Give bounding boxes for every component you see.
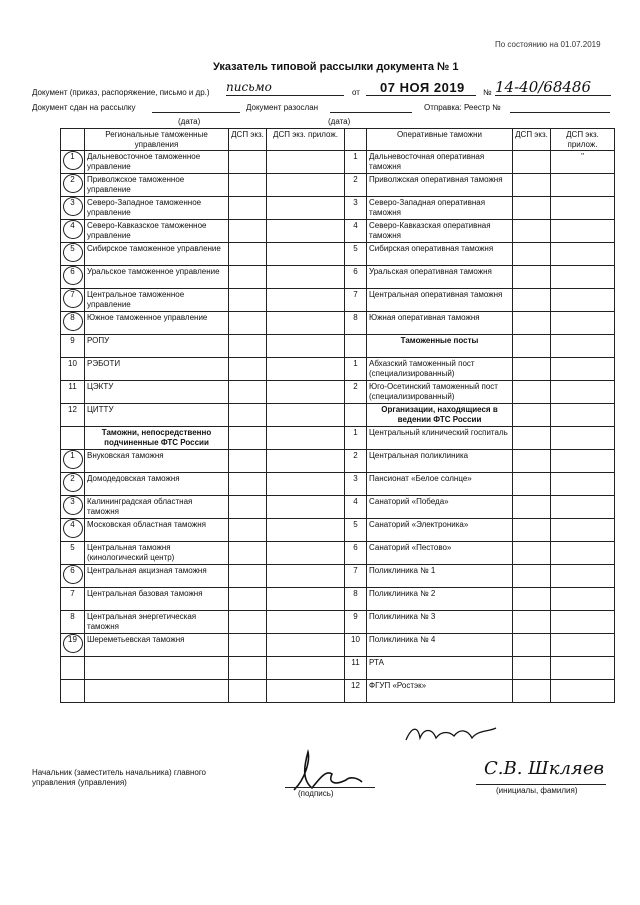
right-dsp-copies-cell (513, 358, 551, 381)
left-number-text: 3 (70, 198, 75, 208)
left-recipient-name: Московская областная таможня (85, 519, 229, 542)
right-dsp-attach-cell (551, 588, 615, 611)
header-dsp-attach: ДСП экз. прилож. (267, 129, 345, 151)
right-recipient-name: Организации, находящиеся в ведении ФТС России (367, 404, 513, 427)
table-row (61, 611, 615, 634)
hand-circle-mark (63, 450, 83, 469)
left-recipient-name: Северо-Кавказское таможенное управление (85, 220, 229, 243)
table-row (61, 243, 615, 266)
right-row-number: 2 (345, 174, 367, 197)
hand-circle-mark (63, 496, 83, 515)
left-dsp-copies-cell (229, 335, 267, 358)
right-dsp-copies-cell (513, 174, 551, 197)
left-row-number (61, 312, 85, 335)
right-recipient-name: Поликлиника № 4 (367, 634, 513, 657)
left-number-text: 2 (70, 474, 75, 484)
left-recipient-name (85, 680, 229, 703)
header-right-dsp-attach: ДСП экз. прилож. (551, 129, 615, 151)
left-recipient-name: Внуковская таможня (85, 450, 229, 473)
left-number-text: 5 (70, 543, 75, 553)
left-row-number (61, 519, 85, 542)
right-dsp-copies-cell (513, 381, 551, 404)
left-dsp-attach-cell (267, 358, 345, 381)
left-dsp-copies-cell (229, 657, 267, 680)
date-hint-1: (дата) (178, 117, 201, 126)
table-row (61, 151, 615, 174)
doc-date: 07 НОЯ 2019 (366, 80, 476, 96)
left-recipient-name: Северо-Западное таможенное управление (85, 197, 229, 220)
corner-note: По состоянию на 01.07.2019 (495, 40, 601, 49)
right-dsp-attach-cell (551, 427, 615, 450)
header-right-name: Оперативные таможни (367, 129, 513, 151)
left-recipient-name: Приволжское таможенное управление (85, 174, 229, 197)
doc-type-label: Документ (приказ, распоряжение, письмо и др.) (32, 88, 210, 97)
doc-number: 14-40/68486 (495, 78, 611, 96)
dispatched-date-field (330, 103, 412, 113)
signer-position: Начальник (заместитель начальника) главного управления (управления) (32, 768, 207, 788)
hand-circle-mark (63, 197, 83, 216)
left-dsp-attach-cell (267, 450, 345, 473)
left-dsp-attach-cell (267, 404, 345, 427)
right-row-number: 5 (345, 519, 367, 542)
left-row-number (61, 404, 85, 427)
number-label: № (483, 88, 492, 97)
right-dsp-attach-cell (551, 680, 615, 703)
handwritten-initials (402, 720, 502, 748)
right-dsp-attach-cell (551, 450, 615, 473)
left-dsp-attach-cell (267, 611, 345, 634)
right-row-number: 8 (345, 312, 367, 335)
right-dsp-attach-cell (551, 611, 615, 634)
left-number-text: 1 (70, 451, 75, 461)
name-hint: (инициалы, фамилия) (496, 786, 578, 795)
hand-circle-mark (63, 565, 83, 584)
left-number-text: 5 (70, 244, 75, 254)
left-row-number (61, 266, 85, 289)
left-row-number (61, 335, 85, 358)
table-row (61, 289, 615, 312)
left-dsp-copies-cell (229, 634, 267, 657)
hand-circle-mark (63, 151, 83, 170)
left-recipient-name: РОПУ (85, 335, 229, 358)
right-dsp-attach-cell (551, 634, 615, 657)
right-dsp-copies-cell (513, 634, 551, 657)
doc-type-value: письмо (226, 80, 344, 96)
left-row-number (61, 174, 85, 197)
left-recipient-name: ЦЭКТУ (85, 381, 229, 404)
right-row-number: 1 (345, 151, 367, 174)
left-dsp-attach-cell (267, 542, 345, 565)
left-recipient-name: Дальневосточное таможенное управление (85, 151, 229, 174)
right-dsp-copies-cell (513, 404, 551, 427)
table-row (61, 657, 615, 680)
left-number-text: 4 (70, 520, 75, 530)
right-dsp-attach-cell (551, 289, 615, 312)
right-dsp-attach-cell (551, 542, 615, 565)
table-row (61, 496, 615, 519)
right-row-number: 1 (345, 427, 367, 450)
table-row (61, 312, 615, 335)
right-row-number: 9 (345, 611, 367, 634)
right-row-number: 6 (345, 542, 367, 565)
table-row (61, 680, 615, 703)
right-recipient-name: ФГУП «Ростэк» (367, 680, 513, 703)
left-recipient-name: Центральная акцизная таможня (85, 565, 229, 588)
table-row (61, 220, 615, 243)
left-dsp-attach-cell (267, 220, 345, 243)
right-recipient-name: Центральная поликлиника (367, 450, 513, 473)
table-row (61, 565, 615, 588)
right-recipient-name: Поликлиника № 1 (367, 565, 513, 588)
right-dsp-copies-cell (513, 565, 551, 588)
left-recipient-name: Центральная энергетическая таможня (85, 611, 229, 634)
table-row (61, 542, 615, 565)
right-recipient-name: Таможенные посты (367, 335, 513, 358)
right-recipient-name: Санаторий «Пестово» (367, 542, 513, 565)
table-row (61, 266, 615, 289)
left-number-text: 6 (70, 267, 75, 277)
right-recipient-name: Центральный клинический госпиталь (367, 427, 513, 450)
right-dsp-copies-cell (513, 680, 551, 703)
left-row-number (61, 289, 85, 312)
right-row-number: 3 (345, 197, 367, 220)
left-dsp-attach-cell (267, 335, 345, 358)
right-recipient-name: Санаторий «Электроника» (367, 519, 513, 542)
left-dsp-copies-cell (229, 611, 267, 634)
right-dsp-attach-cell (551, 473, 615, 496)
right-row-number: 4 (345, 220, 367, 243)
signer-name: С.В. Шкляев (484, 758, 604, 779)
hand-circle-mark (63, 473, 83, 492)
hand-circle-mark (63, 634, 83, 653)
right-row-number: 8 (345, 588, 367, 611)
right-recipient-name: Абхазский таможенный пост (специализированный) (367, 358, 513, 381)
right-dsp-attach-cell (551, 358, 615, 381)
right-dsp-copies-cell (513, 220, 551, 243)
table-body (61, 151, 615, 703)
table-row (61, 634, 615, 657)
left-number-text: 19 (68, 635, 77, 645)
right-recipient-name: Поликлиника № 2 (367, 588, 513, 611)
right-row-number: 7 (345, 289, 367, 312)
left-row-number (61, 450, 85, 473)
left-dsp-copies-cell (229, 243, 267, 266)
table-row (61, 358, 615, 381)
right-dsp-copies-cell (513, 519, 551, 542)
right-recipient-name: Сибирская оперативная таможня (367, 243, 513, 266)
hand-circle-mark (63, 289, 83, 308)
right-dsp-attach-cell (551, 220, 615, 243)
from-label: от (352, 88, 360, 97)
left-dsp-copies-cell (229, 289, 267, 312)
right-dsp-copies-cell (513, 312, 551, 335)
left-dsp-attach-cell (267, 381, 345, 404)
left-recipient-name: Таможни, непосредственно подчиненные ФТС России (85, 427, 229, 450)
left-recipient-name: Домодедовская таможня (85, 473, 229, 496)
right-row-number: 1 (345, 358, 367, 381)
left-row-number (61, 565, 85, 588)
left-recipient-name: Центральное таможенное управление (85, 289, 229, 312)
hand-circle-mark (63, 266, 83, 285)
left-dsp-copies-cell (229, 220, 267, 243)
right-dsp-attach-cell (551, 243, 615, 266)
left-dsp-copies-cell (229, 358, 267, 381)
left-row-number (61, 197, 85, 220)
registry-number-field (510, 103, 610, 113)
left-number-text: 11 (68, 382, 77, 392)
right-row-number (345, 335, 367, 358)
left-dsp-copies-cell (229, 427, 267, 450)
left-row-number (61, 634, 85, 657)
header-left-name: Региональные таможенные управления (85, 129, 229, 151)
right-row-number: 6 (345, 266, 367, 289)
right-dsp-attach-cell (551, 404, 615, 427)
left-row-number (61, 381, 85, 404)
left-recipient-name: РЭБОТИ (85, 358, 229, 381)
dispatch-label: Отправка: Реестр № (424, 103, 501, 112)
left-dsp-copies-cell (229, 174, 267, 197)
right-dsp-attach-cell (551, 496, 615, 519)
right-row-number: 2 (345, 381, 367, 404)
table-row (61, 335, 615, 358)
left-recipient-name: Южное таможенное управление (85, 312, 229, 335)
right-dsp-copies-cell (513, 657, 551, 680)
header-right-num (345, 129, 367, 151)
left-dsp-copies-cell (229, 588, 267, 611)
right-dsp-copies-cell (513, 473, 551, 496)
table-row (61, 450, 615, 473)
name-line (476, 782, 606, 785)
left-dsp-copies-cell (229, 565, 267, 588)
left-row-number (61, 588, 85, 611)
left-number-text: 3 (70, 497, 75, 507)
left-number-text: 2 (70, 175, 75, 185)
left-number-text: 7 (70, 589, 75, 599)
left-dsp-copies-cell (229, 496, 267, 519)
signature-hint: (подпись) (298, 789, 334, 798)
left-number-text: 7 (70, 290, 75, 300)
left-number-text: 10 (68, 359, 77, 369)
right-recipient-name: Дальневосточная оперативная таможня (367, 151, 513, 174)
right-recipient-name: Пансионат «Белое солнце» (367, 473, 513, 496)
left-dsp-copies-cell (229, 151, 267, 174)
table-row (61, 381, 615, 404)
left-row-number (61, 680, 85, 703)
right-row-number: 10 (345, 634, 367, 657)
left-dsp-attach-cell (267, 634, 345, 657)
left-recipient-name: Калининградская областная таможня (85, 496, 229, 519)
right-dsp-copies-cell (513, 542, 551, 565)
right-row-number: 7 (345, 565, 367, 588)
left-dsp-attach-cell (267, 588, 345, 611)
left-dsp-copies-cell (229, 680, 267, 703)
right-recipient-name: Уральская оперативная таможня (367, 266, 513, 289)
left-dsp-attach-cell (267, 243, 345, 266)
left-dsp-attach-cell (267, 174, 345, 197)
right-dsp-attach-cell (551, 335, 615, 358)
left-dsp-copies-cell (229, 381, 267, 404)
left-recipient-name: Шереметьевская таможня (85, 634, 229, 657)
left-recipient-name: Сибирское таможенное управление (85, 243, 229, 266)
right-dsp-copies-cell (513, 243, 551, 266)
left-row-number (61, 358, 85, 381)
right-dsp-copies-cell (513, 197, 551, 220)
left-dsp-attach-cell (267, 519, 345, 542)
right-recipient-name: Юго-Осетинский таможенный пост (специализированный) (367, 381, 513, 404)
right-dsp-attach-cell (551, 312, 615, 335)
left-dsp-attach-cell (267, 680, 345, 703)
left-dsp-copies-cell (229, 197, 267, 220)
right-recipient-name: РТА (367, 657, 513, 680)
left-dsp-copies-cell (229, 450, 267, 473)
left-number-text: 1 (70, 152, 75, 162)
left-row-number (61, 220, 85, 243)
right-recipient-name: Северо-Западная оперативная таможня (367, 197, 513, 220)
left-row-number (61, 151, 85, 174)
left-recipient-name: Уральское таможенное управление (85, 266, 229, 289)
left-dsp-attach-cell (267, 197, 345, 220)
left-dsp-attach-cell (267, 496, 345, 519)
left-number-text: 8 (70, 313, 75, 323)
table-row (61, 519, 615, 542)
left-row-number (61, 427, 85, 450)
left-row-number (61, 243, 85, 266)
hand-circle-mark (63, 220, 83, 239)
table-row (61, 197, 615, 220)
right-dsp-copies-cell (513, 588, 551, 611)
document-title: Указатель типовой рассылки документа № 1 (213, 61, 459, 73)
right-dsp-copies-cell (513, 335, 551, 358)
right-recipient-name: Центральная оперативная таможня (367, 289, 513, 312)
left-dsp-attach-cell (267, 473, 345, 496)
left-dsp-attach-cell (267, 312, 345, 335)
hand-circle-mark (63, 519, 83, 538)
dispatched-label: Документ разослан (246, 103, 319, 112)
right-dsp-copies-cell (513, 427, 551, 450)
right-row-number: 5 (345, 243, 367, 266)
right-recipient-name: Северо-Кавказская оперативная таможня (367, 220, 513, 243)
left-row-number (61, 473, 85, 496)
right-dsp-attach-cell: " (551, 151, 615, 174)
right-row-number: 12 (345, 680, 367, 703)
right-recipient-name: Поликлиника № 3 (367, 611, 513, 634)
left-number-text: 6 (70, 566, 75, 576)
distribution-table (60, 128, 615, 703)
hand-circle-mark (63, 243, 83, 262)
right-row-number: 4 (345, 496, 367, 519)
left-dsp-attach-cell (267, 266, 345, 289)
left-number-text: 4 (70, 221, 75, 231)
left-recipient-name: Центральная базовая таможня (85, 588, 229, 611)
left-recipient-name: Центральная таможня (кинологический центр) (85, 542, 229, 565)
right-dsp-copies-cell (513, 266, 551, 289)
left-dsp-attach-cell (267, 427, 345, 450)
right-dsp-attach-cell (551, 197, 615, 220)
left-number-text: 12 (68, 405, 77, 415)
right-dsp-copies-cell (513, 496, 551, 519)
left-row-number (61, 542, 85, 565)
left-dsp-attach-cell (267, 289, 345, 312)
table-row (61, 404, 615, 427)
right-dsp-attach-cell (551, 381, 615, 404)
table-row (61, 473, 615, 496)
hand-circle-mark (63, 312, 83, 331)
left-number-text: 9 (70, 336, 75, 346)
left-row-number (61, 611, 85, 634)
right-dsp-copies-cell (513, 450, 551, 473)
hand-circle-mark (63, 174, 83, 193)
left-recipient-name (85, 657, 229, 680)
right-row-number (345, 404, 367, 427)
left-recipient-name: ЦИТТУ (85, 404, 229, 427)
right-dsp-copies-cell (513, 611, 551, 634)
header-right-dsp-copies: ДСП экз. (513, 129, 551, 151)
right-recipient-name: Приволжская оперативная таможня (367, 174, 513, 197)
right-row-number: 11 (345, 657, 367, 680)
left-dsp-copies-cell (229, 473, 267, 496)
left-row-number (61, 496, 85, 519)
header-dsp-copies: ДСП экз. (229, 129, 267, 151)
sent-label: Документ сдан на рассылку (32, 103, 136, 112)
left-dsp-copies-cell (229, 519, 267, 542)
table-row (61, 174, 615, 197)
left-dsp-copies-cell (229, 266, 267, 289)
right-dsp-attach-cell (551, 174, 615, 197)
left-dsp-attach-cell (267, 151, 345, 174)
left-dsp-copies-cell (229, 312, 267, 335)
sent-date-field (152, 103, 240, 113)
right-recipient-name: Южная оперативная таможня (367, 312, 513, 335)
right-dsp-copies-cell (513, 151, 551, 174)
right-dsp-attach-cell (551, 519, 615, 542)
left-dsp-attach-cell (267, 565, 345, 588)
right-recipient-name: Санаторий «Победа» (367, 496, 513, 519)
left-dsp-attach-cell (267, 657, 345, 680)
left-dsp-copies-cell (229, 404, 267, 427)
right-dsp-copies-cell (513, 289, 551, 312)
left-number-text: 8 (70, 612, 75, 622)
table-row (61, 427, 615, 450)
signature-line (285, 785, 375, 788)
left-row-number (61, 657, 85, 680)
right-row-number: 2 (345, 450, 367, 473)
right-row-number: 3 (345, 473, 367, 496)
right-dsp-attach-cell (551, 657, 615, 680)
table-row (61, 588, 615, 611)
header-left-num (61, 129, 85, 151)
date-hint-2: (дата) (328, 117, 351, 126)
table-header (61, 129, 615, 151)
right-dsp-attach-cell (551, 266, 615, 289)
left-dsp-copies-cell (229, 542, 267, 565)
right-dsp-attach-cell (551, 565, 615, 588)
